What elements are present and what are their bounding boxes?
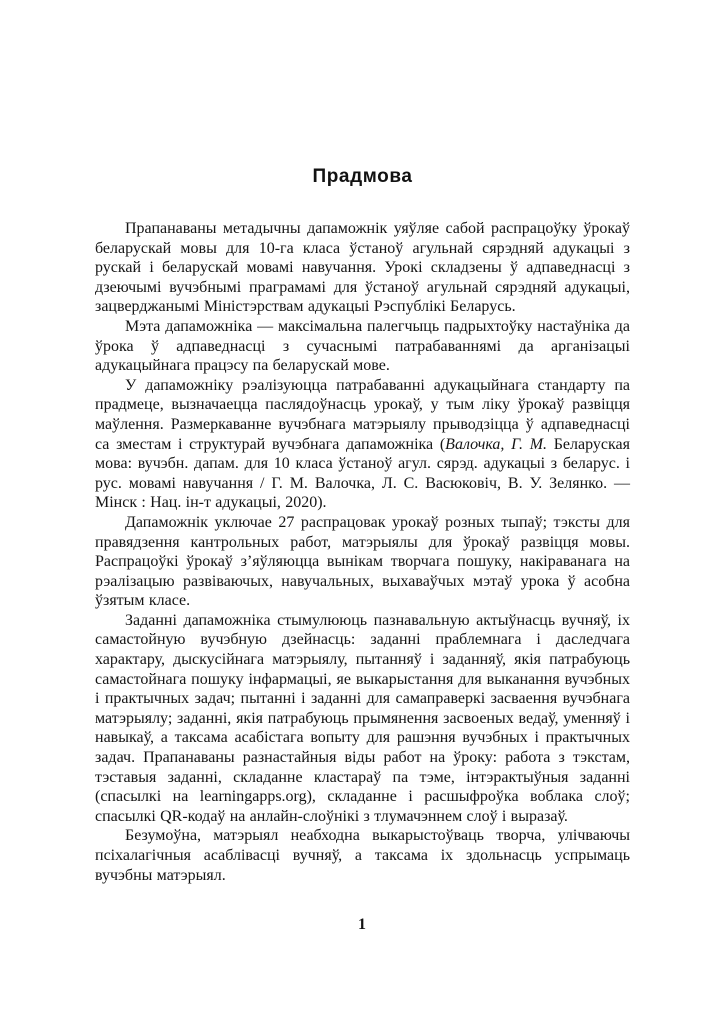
page-title: Прадмова [312,166,413,187]
body-text [95,219,630,885]
paragraph-tasks: Заданні дапаможніка стымулююць пазнавальную актыўнасць вучняў, іх самастойную вучэбную дзейнасць: заданні праблемнага і даследчага характару, дыскусійнага матэрыялу, пытанняў і заданняў, якія патрабуюць самастойнага пошуку інфармацыі, яе выкарыстання для выканання вучэбных і практычных задач; пытанні і заданні для самаправеркі засваення вучэбнага матэрыялу; заданні, якія патрабуюць прымянення засвоеных ведаў, уменняў і навыкаў, а таксама асабістага вопыту для рашэння вучэбных і практычных задач. Прапанаваны разнастайныя віды работ на ўроку: работа з тэкстам, тэставыя заданні, складанне кластараў па тэме, інтэрактыўныя заданні (спасылкі на learningapps.org), складанне і расшыфроўка воблака слоў; спасылкі QR-кодаў на анлайн-слоўнікі з тлумачэннем слоў і выразаў. [95,611,630,825]
page-number: 1 [358,916,366,933]
paragraph-goal: Мэта дапаможніка — максімальна палегчыць падрыхтоўку настаўніка да ўрока ў адпаведнасці з сучаснымі патрабаваннямі да арганізацыі адукацыйнага працэсу па беларускай мове. [95,317,630,375]
paragraph-conclusion: Безумоўна, матэрыял неабходна выкарыстоўваць творча, улічваючы псіхалагічныя асаблівасці вучняў, а таксама іх здольнасць успрымаць вучэбны матэрыял. [95,827,630,884]
citation-author: Валочка, Г. М. [445,435,548,453]
paragraph-standard-citation [95,376,630,513]
citation-lead-text: У дапаможніку рэалізуюцца патрабаванні адукацыйнага стандарту па прадмеце, вызначаецца паслядоўнасць урокаў, у тым ліку ўрокаў развіцця маўлення. Размеркаванне вучэбнага матэрыялу прыводзіцца ў адпаведнасці са зместам і структурай вучэбнага дапаможніка ( [95,376,630,453]
citation-reference-text: Беларуская мова: вучэбн. дапам. для 10 класа ўстаноў агул. сярэд. адукацыі з беларус. і рус. мовамі навучання / Г. М. Валочка, Л. С. Васюковіч, В. У. Зелянко. — Мінск : Нац. ін-т адукацыі, 2020). [95,435,630,512]
paragraph-intro: Прапанаваны метадычны дапаможнік уяўляе сабой распрацоўку ўрокаў беларускай мовы для 10-га класа ўстаноў агульнай сярэдняй адукацыі з рускай і беларускай мовамі навучання. Урокі складзены ў адпаведнасці з дзеючымі вучэбнымі праграмамі для ўстаноў агульнай сярэдняй адукацыі, зацверджанымі Міністэрствам адукацыі Рэспублікі Беларусь. [95,220,630,316]
paragraph-contents: Дапаможнік уключае 27 распрацовак урокаў розных тыпаў; тэксты для правядзення кантрольных работ, матэрыялы для ўрокаў развіцця мовы. Распрацоўкі ўрокаў з’яўляюцца вынікам творчага пошуку, накіраванага на рэалізацыю развіваючых, навучальных, выхаваўчых мэтаў урока ў асобна ўзятым класе. [95,513,630,610]
